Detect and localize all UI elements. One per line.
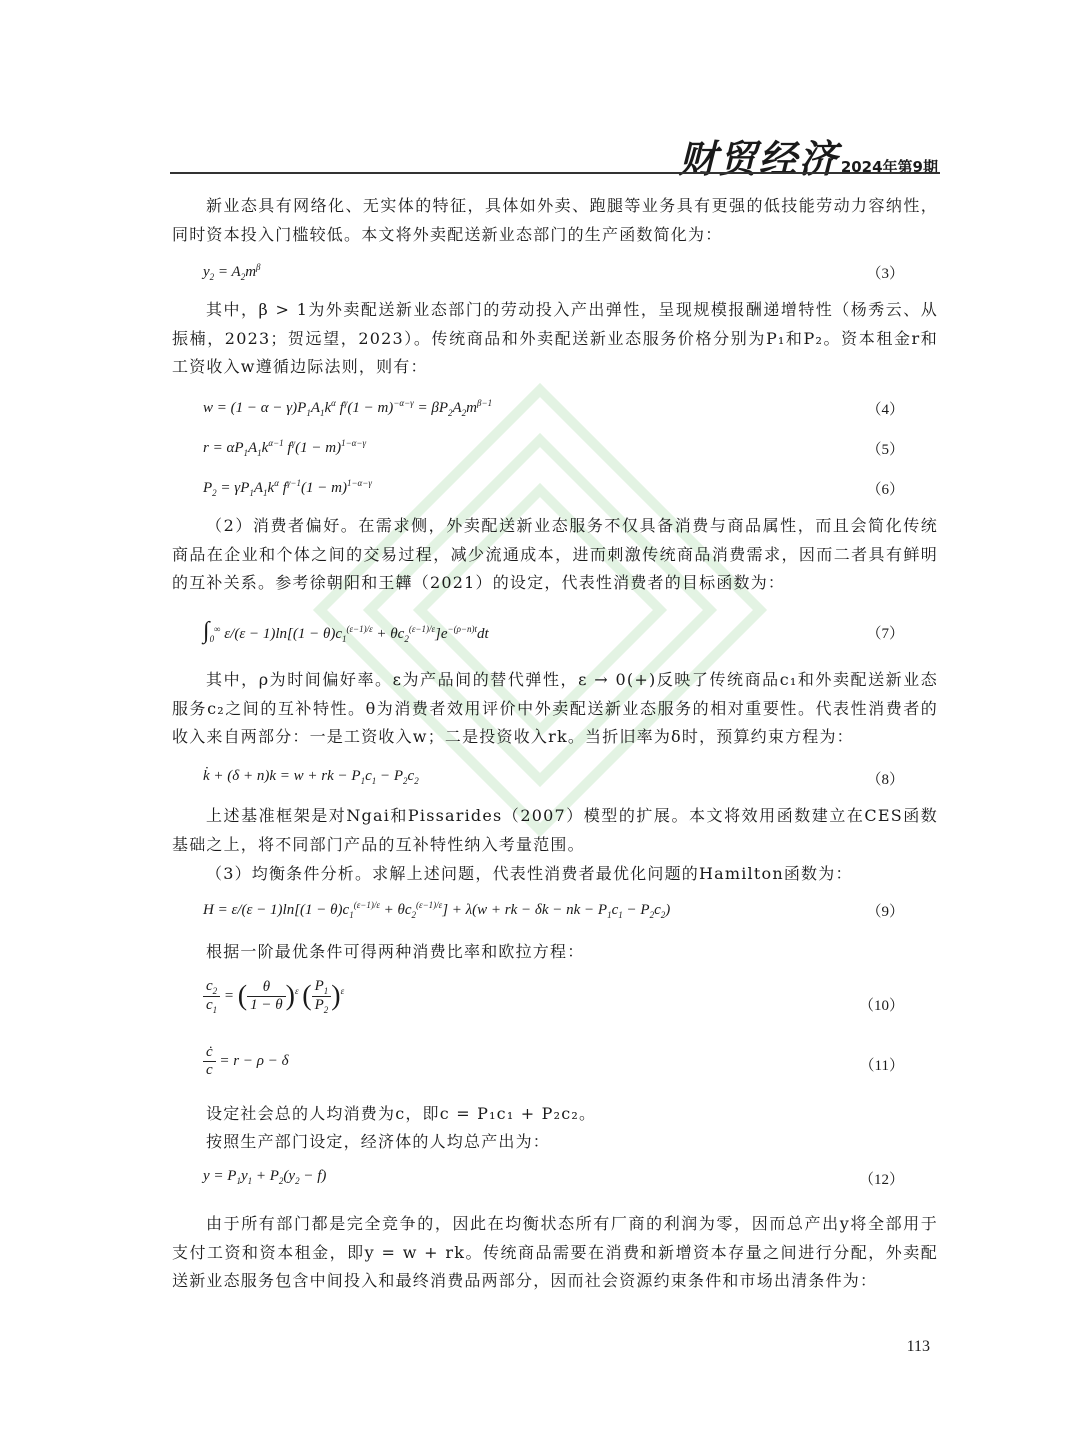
paragraph-10: 由于所有部门都是完全竞争的，因此在均衡状态所有厂商的利润为零，因而总产出y将全部用于支付工资和资本租金，即y = w + rk。传统商品需要在消费和新增资本存量之间进行分配，外卖配送新业态服务包含中间投入和最终消费品两部分，因而社会资源约束条件和市场出清条件为：: [172, 1214, 938, 1290]
journal-issue: 2024年第9期: [840, 158, 938, 176]
equation-8: k̇ + (δ + n)k = w + rk − $P_1c_1 - P_2c_2$: [203, 768, 419, 786]
equation-11: $\frac{ċ}{c}$ = r − ρ − δ: [203, 1044, 289, 1079]
journal-header: [679, 128, 938, 183]
equation-3: $y_2 = A_2m^\beta$: [203, 262, 261, 282]
equation-number-8: （8）: [866, 772, 904, 788]
paragraph-7: 根据一阶最优条件可得两种消费比率和欧拉方程：: [206, 942, 585, 961]
paragraph-1: 新业态具有网络化、无实体的特征，具体如外卖、跑腿等业务具有更强的低技能劳动力容纳性，同时资本投入门槛较低。本文将外卖配送新业态部门的生产函数简化为：: [172, 196, 938, 244]
equation-9: $H = \varepsilon/(\varepsilon - 1)\ln[(1 - \theta)c_1^{(\varepsilon-1)/\varepsilon} + \theta c_2^{(\varepsilon-1)/\varepsilon}] + \lambda(w$ + rk − δk − nk − $P_1c_1 - P_2c_2$): [203, 900, 671, 920]
equation-number-10: （10）: [858, 998, 904, 1014]
paragraph-3: （2）消费者偏好。在需求侧，外卖配送新业态服务不仅具备消费与商品属性，而且会简化传统商品在企业和个体之间的交易过程，减少流通成本，进而刺激传统商品消费需求，因而二者具有鲜明的互补关系。参考徐朝阳和王韡（2021）的设定，代表性消费者的目标函数为：: [172, 516, 938, 592]
equation-4: $w = (1 - \alpha - \gamma)P_1A_1k^\alpha$ $f^\gamma(1 - m)^{-\alpha-\gamma} = \beta P_2A_2m^{\beta-1}$: [203, 398, 493, 418]
equation-number-12: （12）: [858, 1172, 904, 1188]
equation-6: $P_2 = \gamma P_1A_1k^\alpha$ $f^{\gamma-1}(1 - m)^{1-\alpha-\gamma}$: [203, 478, 372, 498]
equation-7: $\int_0^\infty$ $\varepsilon/(\varepsilon - 1)\ln[(1 - \theta)c_1^{(\varepsilon-1)/\varepsilon} + \theta c_2^{(\varepsilon-1)/\varepsilon}]e^{-(\rho-n)t}dt$: [203, 618, 489, 644]
equation-number-6: （6）: [866, 482, 904, 498]
equation-5: $r = \alpha P_1A_1k^{\alpha-1}$ $f^\gamma(1 - m)^{1-\alpha-\gamma}$: [203, 438, 366, 458]
header-rule: [170, 172, 940, 174]
paragraph-4: 其中，ρ为时间偏好率。ε为产品间的替代弹性，ε → 0(+)反映了传统商品c₁和外卖配送新业态服务c₂之间的互补特性。θ为消费者效用评价中外卖配送新业态服务的相对重要性。代表性消费者的收入来自两部分：一是工资收入w；二是投资收入rk。当折旧率为δ时，预算约束方程为：: [172, 670, 938, 746]
equation-number-7: （7）: [866, 626, 904, 642]
paragraph-8: 设定社会总的人均消费为c，即c = P₁c₁ + P₂c₂。: [206, 1104, 597, 1123]
equation-10: $\frac{c_2}{c_1}$ = ( $\frac{\theta}{1 - \theta}$ )$^\varepsilon$ ( $\frac{P_1}{P_2}$ )$^\varepsilon$: [203, 978, 344, 1015]
equation-number-5: （5）: [866, 442, 904, 458]
equation-number-11: （11）: [859, 1058, 904, 1074]
journal-name: 财贸经济: [678, 136, 839, 181]
equation-number-3: （3）: [866, 266, 904, 282]
equation-12: $y = P_1y_1 + P_2(y_2 - f)$: [203, 1168, 327, 1186]
equation-number-9: （9）: [866, 904, 904, 920]
page-number: 113: [906, 1338, 930, 1355]
equation-number-4: （4）: [866, 402, 904, 418]
paragraph-5: 上述基准框架是对Ngai和Pissarides（2007）模型的扩展。本文将效用函数建立在CES函数基础之上，将不同部门产品的互补特性纳入考量范围。: [172, 806, 938, 854]
paragraph-6: （3）均衡条件分析。求解上述问题，代表性消费者最优化问题的Hamilton函数为：: [206, 864, 853, 883]
paragraph-2: 其中，β > 1为外卖配送新业态部门的劳动投入产出弹性，呈现规模报酬递增特性（杨秀云、从振楠，2023；贺远望，2023）。传统商品和外卖配送新业态服务价格分别为P₁和P₂。资本租金r和工资收入w遵循边际法则，则有：: [172, 300, 938, 376]
paragraph-9: 按照生产部门设定，经济体的人均总产出为：: [206, 1132, 551, 1151]
